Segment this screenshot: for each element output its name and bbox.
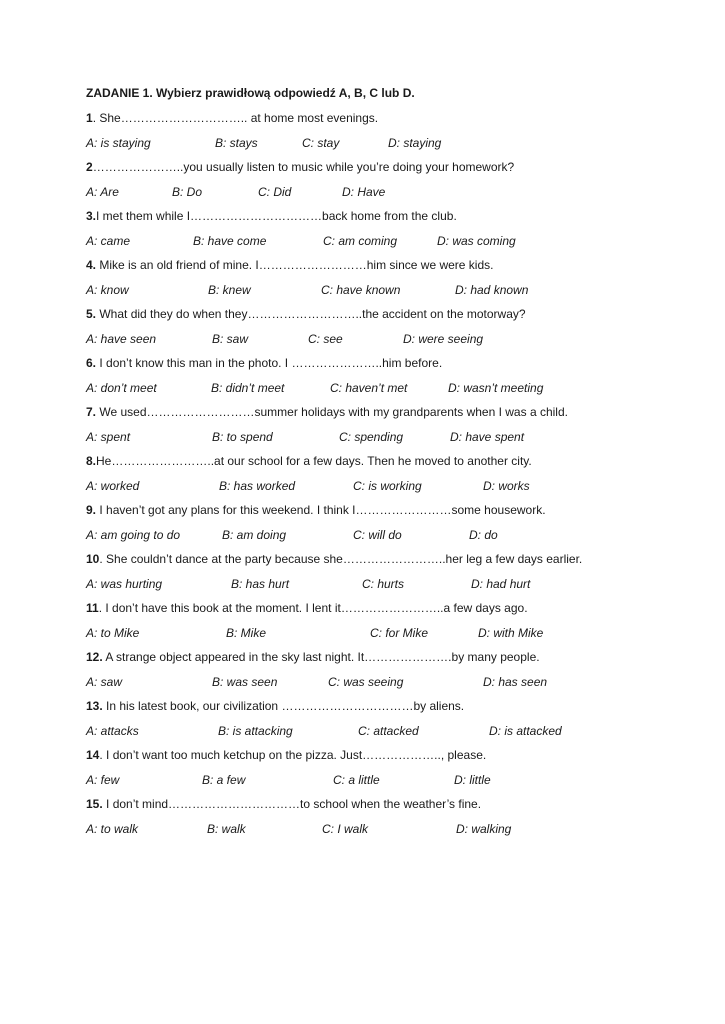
- exercise-title: ZADANIE 1. Wybierz prawidłową odpowiedź A, B, C lub D.: [86, 86, 415, 100]
- answer-options-4: [86, 283, 646, 299]
- question-text: …………………..you usually listen to music while you’re doing your homework?: [92, 160, 515, 174]
- answer-options-7: [86, 430, 646, 446]
- option-c[interactable]: C: I walk: [322, 822, 369, 836]
- option-b[interactable]: B: has worked: [219, 479, 296, 493]
- option-c[interactable]: C: will do: [353, 528, 402, 542]
- option-d[interactable]: D: has seen: [483, 675, 548, 689]
- answer-options-9: [86, 528, 646, 544]
- option-a[interactable]: A: worked: [86, 479, 140, 493]
- option-b[interactable]: B: to spend: [212, 430, 273, 444]
- option-a[interactable]: A: have seen: [86, 332, 157, 346]
- option-c[interactable]: C: am coming: [323, 234, 398, 248]
- question-text: . I don’t have this book at the moment. I lent it……………………..a few days ago.: [98, 601, 528, 615]
- option-b[interactable]: B: knew: [208, 283, 251, 297]
- option-a[interactable]: A: is staying: [86, 136, 151, 150]
- question-3: [86, 209, 457, 223]
- option-d[interactable]: D: staying: [388, 136, 442, 150]
- option-d[interactable]: D: little: [454, 773, 491, 787]
- answer-options-8: [86, 479, 646, 495]
- question-6: [86, 356, 442, 370]
- question-text: . She………………………….. at home most evenings.: [92, 111, 379, 125]
- question-number: 2: [86, 160, 93, 174]
- answer-options-5: [86, 332, 646, 348]
- answer-options-3: [86, 234, 646, 250]
- question-number: 10: [86, 552, 100, 566]
- option-a[interactable]: A: don’t meet: [86, 381, 157, 395]
- question-text: We used………………………summer holidays with my grandparents when I was a child.: [96, 405, 568, 419]
- question-2: [86, 160, 514, 174]
- option-d[interactable]: D: have spent: [450, 430, 525, 444]
- option-d[interactable]: D: Have: [342, 185, 386, 199]
- option-c[interactable]: C: hurts: [362, 577, 405, 591]
- answer-options-10: [86, 577, 646, 593]
- option-c[interactable]: C: for Mike: [370, 626, 429, 640]
- option-b[interactable]: B: has hurt: [231, 577, 290, 591]
- option-c[interactable]: C: attacked: [358, 724, 419, 738]
- question-number: 6.: [86, 356, 97, 370]
- question-text: In his latest book, our civilization ……………………………by aliens.: [102, 699, 465, 713]
- question-text: I don’t know this man in the photo. I …………………..him before.: [96, 356, 443, 370]
- answer-options-12: [86, 675, 646, 691]
- option-b[interactable]: B: am doing: [222, 528, 287, 542]
- option-c[interactable]: C: a little: [333, 773, 380, 787]
- question-text: I don’t mind……………………………to school when the weather’s fine.: [102, 797, 482, 811]
- option-d[interactable]: D: had hurt: [471, 577, 531, 591]
- question-1: [86, 111, 378, 125]
- option-b[interactable]: B: Mike: [226, 626, 267, 640]
- option-b[interactable]: B: is attacking: [218, 724, 293, 738]
- answer-options-1: [86, 136, 646, 152]
- option-d[interactable]: D: with Mike: [478, 626, 544, 640]
- option-b[interactable]: B: walk: [207, 822, 246, 836]
- option-d[interactable]: D: was coming: [437, 234, 516, 248]
- option-c[interactable]: C: spending: [339, 430, 404, 444]
- option-a[interactable]: A: to walk: [86, 822, 139, 836]
- option-a[interactable]: A: attacks: [86, 724, 139, 738]
- option-a[interactable]: A: to Mike: [86, 626, 140, 640]
- option-c[interactable]: C: is working: [353, 479, 422, 493]
- option-c[interactable]: C: was seeing: [328, 675, 404, 689]
- question-number: 12.: [86, 650, 103, 664]
- question-4: [86, 258, 493, 272]
- answer-options-13: [86, 724, 646, 740]
- question-9: [86, 503, 546, 517]
- option-a[interactable]: A: few: [86, 773, 120, 787]
- question-number: 5.: [86, 307, 97, 321]
- question-number: 15.: [86, 797, 103, 811]
- option-c[interactable]: C: haven’t met: [330, 381, 408, 395]
- question-12: [86, 650, 540, 664]
- question-14: [86, 748, 486, 762]
- option-d[interactable]: D: works: [483, 479, 530, 493]
- option-a[interactable]: A: came: [86, 234, 131, 248]
- option-b[interactable]: B: didn’t meet: [211, 381, 285, 395]
- option-b[interactable]: B: a few: [202, 773, 246, 787]
- question-number: 7.: [86, 405, 97, 419]
- question-number: 8.: [86, 454, 97, 468]
- question-5: [86, 307, 526, 321]
- question-text: I haven’t got any plans for this weekend. I think I……………………some housework.: [96, 503, 546, 517]
- question-text: . She couldn’t dance at the party because she……………………..her leg a few days earlier.: [99, 552, 583, 566]
- option-b[interactable]: B: stays: [215, 136, 258, 150]
- question-text: He……………………..at our school for a few days. Then he moved to another city.: [96, 454, 532, 468]
- option-d[interactable]: D: walking: [456, 822, 512, 836]
- question-number: 1: [86, 111, 93, 125]
- question-11: [86, 601, 528, 615]
- question-15: [86, 797, 481, 811]
- answer-options-14: [86, 773, 646, 789]
- answer-options-15: [86, 822, 646, 838]
- question-text: A strange object appeared in the sky last night. It………………….by many people.: [102, 650, 540, 664]
- question-number: 4.: [86, 258, 97, 272]
- question-number: 3.: [86, 209, 97, 223]
- option-a[interactable]: A: Are: [86, 185, 119, 199]
- question-number: 11: [86, 601, 99, 615]
- option-b[interactable]: B: Do: [172, 185, 203, 199]
- question-text: . I don’t want too much ketchup on the pizza. Just……………….., please.: [99, 748, 487, 762]
- question-number: 9.: [86, 503, 97, 517]
- option-a[interactable]: A: saw: [86, 675, 123, 689]
- question-text: Mike is an old friend of mine. I………………………him since we were kids.: [96, 258, 494, 272]
- answer-options-11: [86, 626, 646, 642]
- question-text: I met them while I……………………………back home from the club.: [96, 209, 457, 223]
- option-a[interactable]: A: know: [86, 283, 129, 297]
- question-7: [86, 405, 568, 419]
- question-10: [86, 552, 582, 566]
- option-a[interactable]: A: am going to do: [86, 528, 181, 542]
- question-number: 13.: [86, 699, 103, 713]
- question-number: 14: [86, 748, 100, 762]
- answer-options-6: [86, 381, 646, 397]
- option-d[interactable]: D: do: [469, 528, 498, 542]
- question-8: [86, 454, 532, 468]
- option-d[interactable]: D: wasn’t meeting: [448, 381, 544, 395]
- option-d[interactable]: D: were seeing: [403, 332, 484, 346]
- option-c[interactable]: C: see: [308, 332, 343, 346]
- option-d[interactable]: D: had known: [455, 283, 529, 297]
- option-b[interactable]: B: saw: [212, 332, 249, 346]
- answer-options-2: [86, 185, 646, 201]
- question-13: [86, 699, 464, 713]
- option-a[interactable]: A: spent: [86, 430, 131, 444]
- option-b[interactable]: B: have come: [193, 234, 267, 248]
- option-c[interactable]: C: have known: [321, 283, 401, 297]
- option-c[interactable]: C: stay: [302, 136, 340, 150]
- option-d[interactable]: D: is attacked: [489, 724, 562, 738]
- question-text: What did they do when they………………………..the accident on the motorway?: [96, 307, 526, 321]
- option-b[interactable]: B: was seen: [212, 675, 278, 689]
- option-c[interactable]: C: Did: [258, 185, 292, 199]
- option-a[interactable]: A: was hurting: [86, 577, 163, 591]
